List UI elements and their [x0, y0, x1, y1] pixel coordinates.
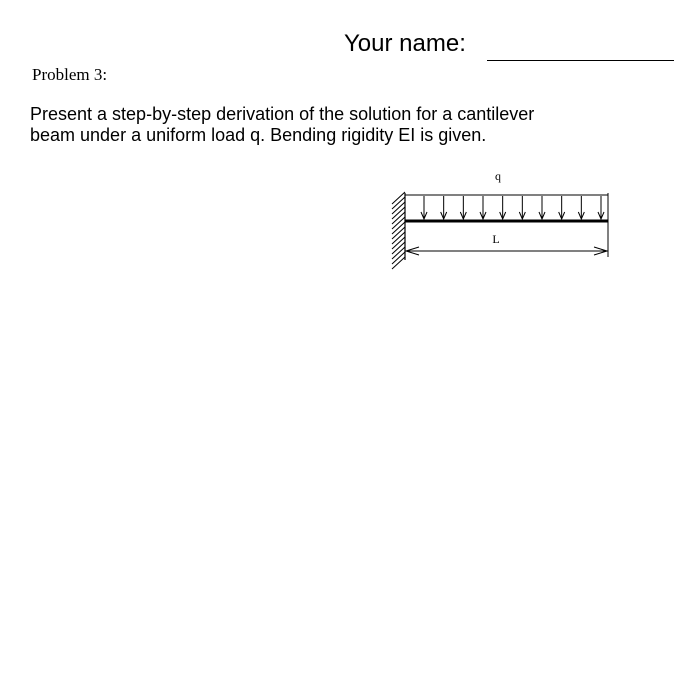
- hatch-line: [392, 197, 405, 209]
- name-label: Your name:: [344, 30, 466, 57]
- fixed-support-hatching: [392, 192, 405, 269]
- load-arrow: [519, 196, 525, 219]
- length-label: L: [492, 232, 500, 246]
- hatch-line: [392, 207, 405, 219]
- hatch-line: [392, 212, 405, 224]
- hatch-line: [392, 237, 405, 249]
- load-arrow: [578, 196, 584, 219]
- load-arrow: [480, 196, 486, 219]
- load-arrow: [460, 196, 466, 219]
- problem-statement: [30, 104, 650, 146]
- load-arrow: [421, 196, 427, 219]
- hatch-line: [392, 232, 405, 244]
- problem-statement-line: Present a step-by-step derivation of the solution for a cantilever: [30, 104, 535, 124]
- load-arrow: [441, 196, 447, 219]
- hatch-line: [392, 257, 405, 269]
- hatch-line: [392, 217, 405, 229]
- load-arrow: [598, 196, 604, 219]
- problem-number: Problem 3:: [32, 65, 108, 84]
- load-arrow: [559, 196, 565, 219]
- load-arrow: [500, 196, 506, 219]
- hatch-line: [392, 202, 405, 214]
- hatch-line: [392, 222, 405, 234]
- hatch-line: [392, 227, 405, 239]
- distributed-load-arrows: [421, 196, 604, 219]
- cantilever-beam-diagram: [388, 160, 618, 272]
- hatch-line: [392, 247, 405, 259]
- load-arrow: [539, 196, 545, 219]
- hatch-line: [392, 192, 405, 204]
- name-blank-line: [487, 60, 674, 61]
- hatch-line: [392, 252, 405, 264]
- problem-statement-line: beam under a uniform load q. Bending rigidity EI is given.: [30, 125, 487, 145]
- load-label: q: [495, 169, 501, 183]
- hatch-line: [392, 242, 405, 254]
